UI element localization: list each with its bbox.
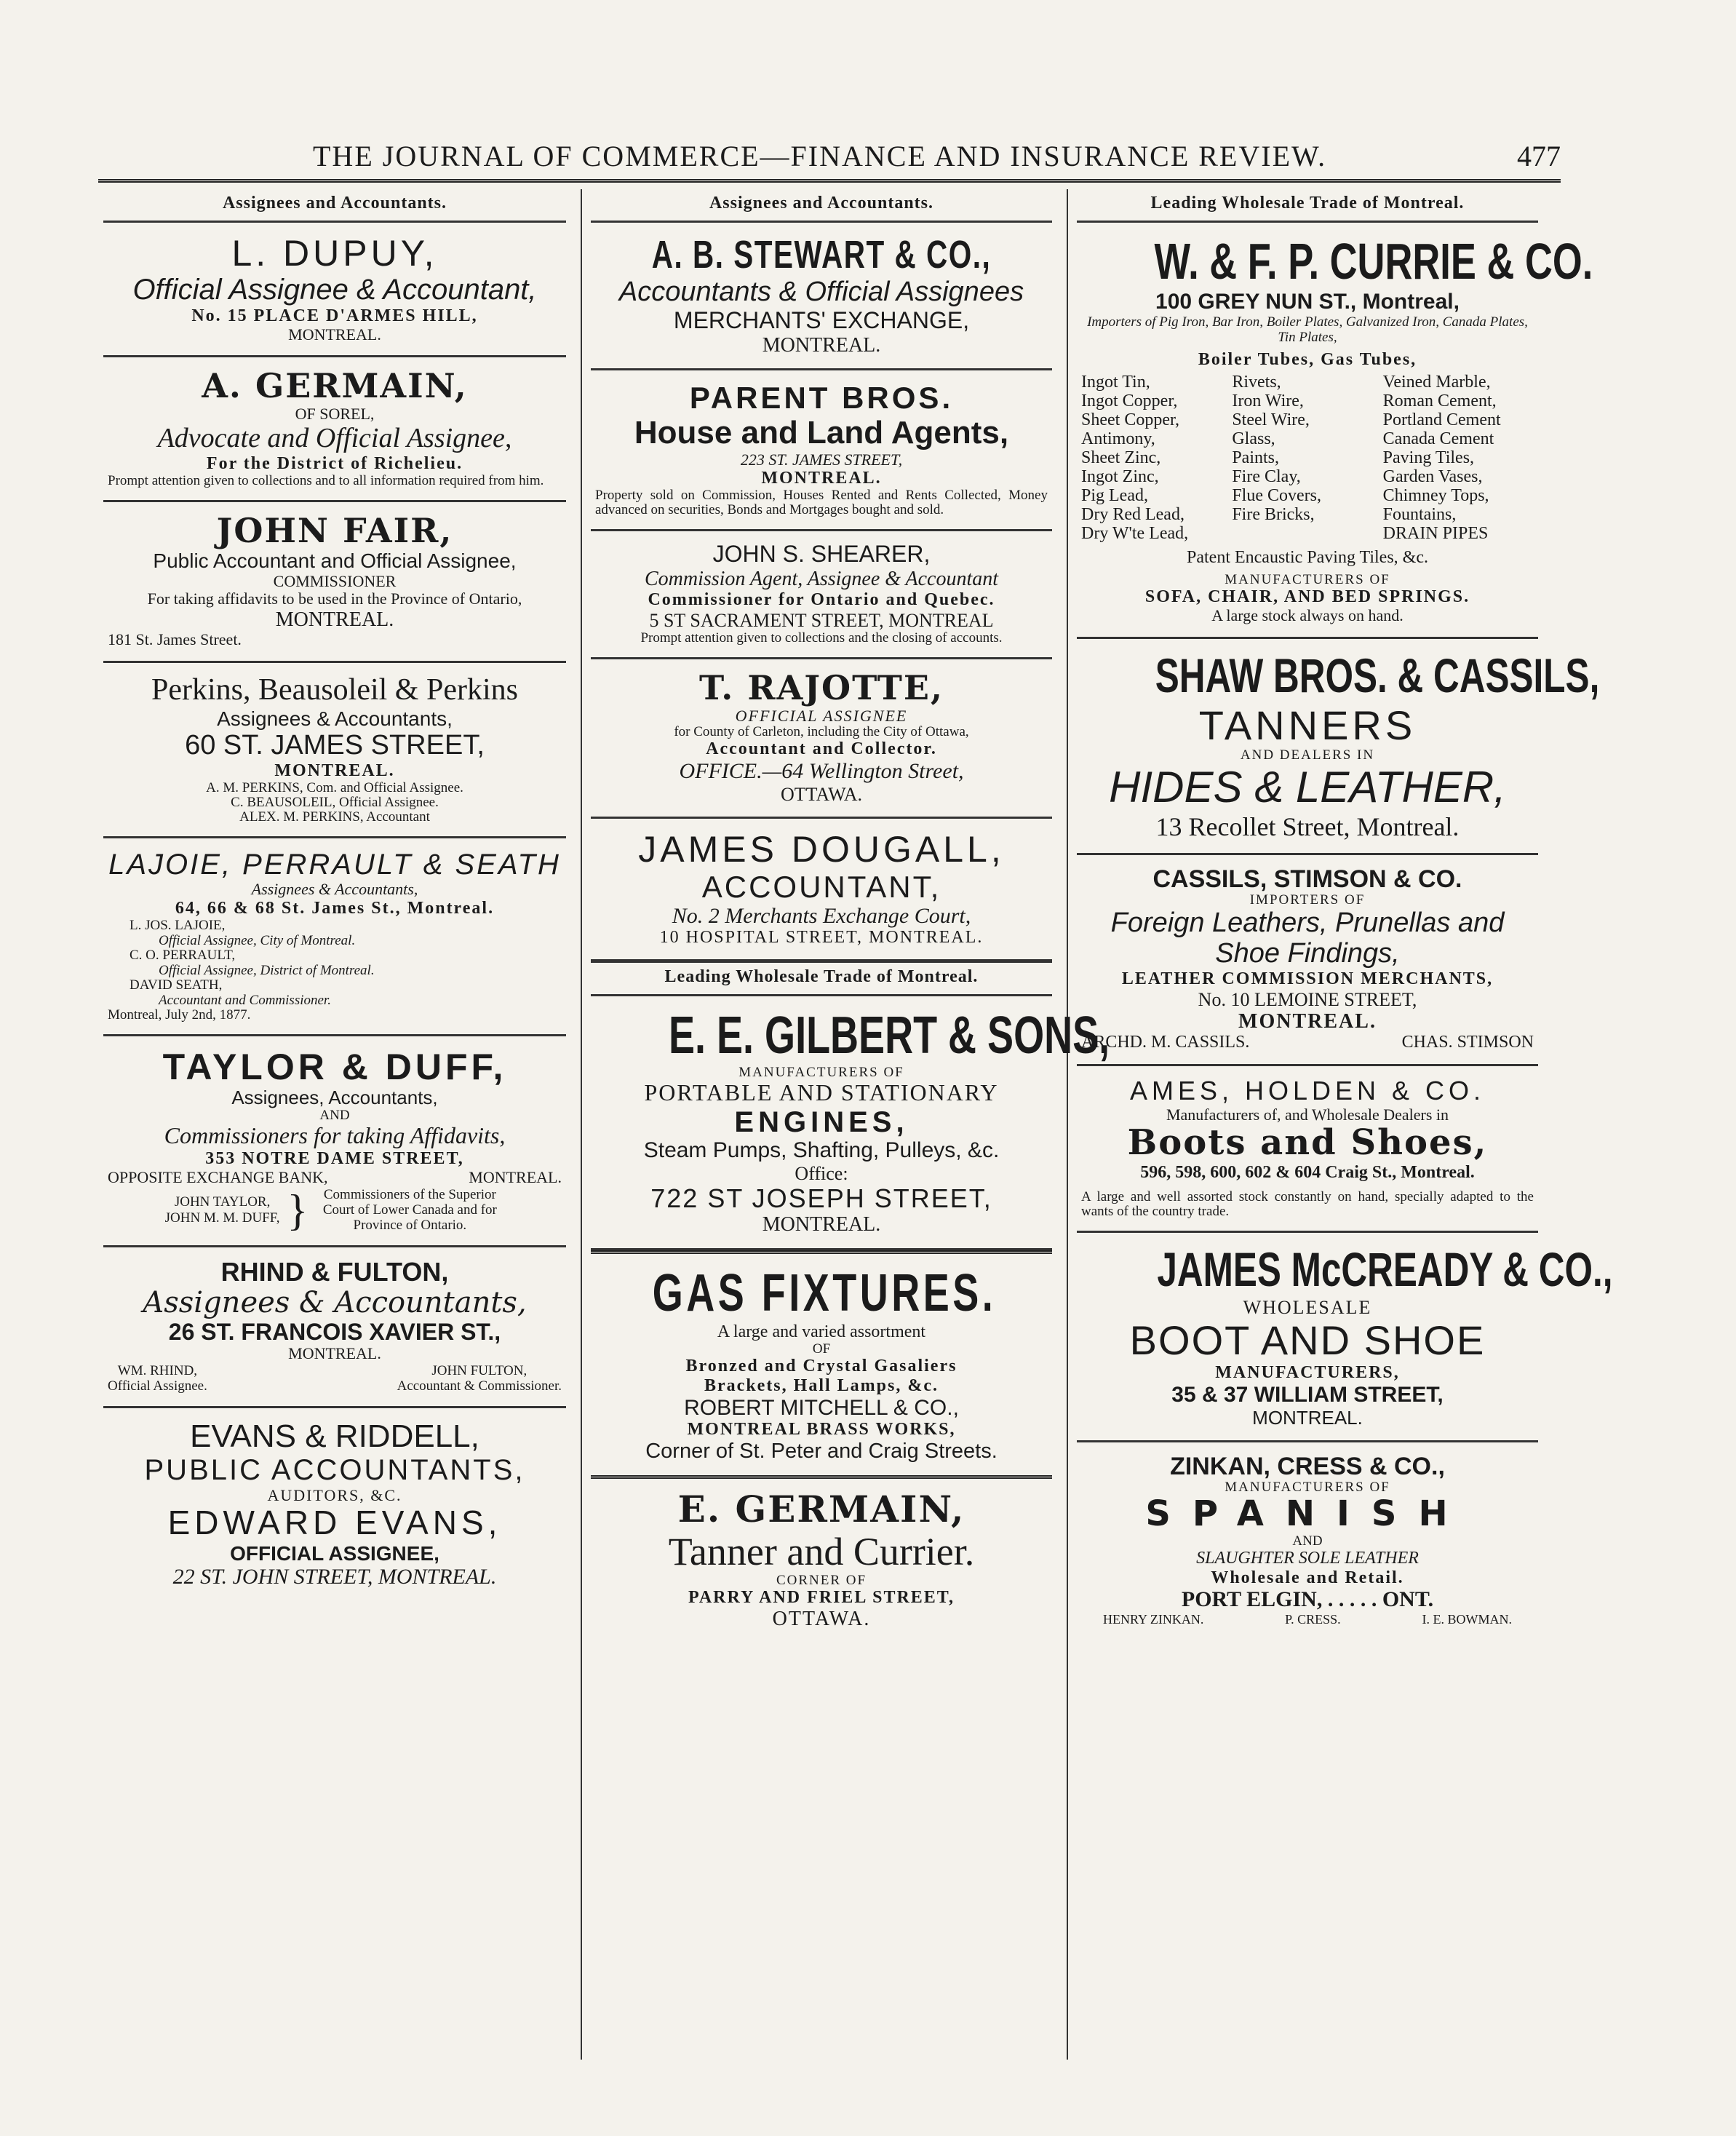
ad-name: T. RAJOTTE, xyxy=(699,667,944,707)
ad-city: MONTREAL. xyxy=(1252,1406,1363,1429)
ad-stewart xyxy=(591,223,1052,370)
ad-official: OFFICIAL ASSIGNEE, xyxy=(230,1541,439,1565)
ad-place: PORT ELGIN, . . . . . ONT. xyxy=(1181,1587,1434,1612)
ad-city: OTTAWA. xyxy=(772,1608,871,1631)
product-item: Fire Bricks, xyxy=(1232,504,1315,524)
ad-name: CASSILS, STIMSON & CO. xyxy=(1152,865,1462,893)
product-item: Roman Cement, xyxy=(1382,392,1497,411)
ad-opposite-row xyxy=(108,1169,562,1187)
columns xyxy=(95,189,1613,2060)
ad-partner-1: L. JOS. LAJOIE, xyxy=(130,917,226,933)
ad-mfr: MANUFACTURERS, xyxy=(1215,1363,1400,1383)
product-item: Fountains, xyxy=(1382,504,1457,524)
ad-from: OF SOREL, xyxy=(295,404,375,423)
ad-name: JAMES DOUGALL, xyxy=(638,828,1005,870)
ad-opposite: OPPOSITE EXCHANGE BANK, xyxy=(108,1168,328,1187)
ad-description: Commissioners of the Superior Court of Lower Canada and for Province of Ontario. xyxy=(322,1186,497,1234)
ad-products: PORTABLE AND STATIONARY xyxy=(644,1079,999,1105)
header-rule xyxy=(98,179,1561,183)
ad-title: Assignees & Accountants, xyxy=(143,1285,527,1319)
ad-address: No. 10 LEMOINE STREET, xyxy=(1198,988,1417,1010)
ad-name: L. DUPUY, xyxy=(231,233,438,274)
ad-role: Accountant and Collector. xyxy=(706,739,937,759)
ad-rajotte xyxy=(591,659,1052,819)
ad-partners xyxy=(1081,1033,1534,1052)
ad-partner-1-title: Official Assignee. xyxy=(108,1378,207,1394)
ad-note: Prompt attention given to collections and the closing of accounts. xyxy=(640,630,1003,646)
ad-partner-1: HENRY ZINKAN. xyxy=(1103,1612,1204,1627)
ad-partner-3: ALEX. M. PERKINS, Accountant xyxy=(239,809,430,825)
ad-description: A large and varied assortment xyxy=(717,1322,926,1342)
ad-title: OFFICIAL ASSIGNEE xyxy=(735,706,908,725)
ad-perkins xyxy=(103,663,566,838)
ad-product-list xyxy=(1081,373,1534,543)
ad-partners xyxy=(1081,1612,1534,1627)
ad-ames-holden xyxy=(1077,1066,1538,1232)
product-item: Ingot Copper, xyxy=(1081,392,1178,411)
section-heading: Leading Wholesale Trade of Montreal. xyxy=(1077,189,1538,223)
ad-name: LAJOIE, PERRAULT & SEATH xyxy=(108,848,561,881)
ad-title: ACCOUNTANT, xyxy=(701,869,941,904)
product-item: Canada Cement xyxy=(1382,429,1494,449)
ad-goods: BOOT AND SHOE xyxy=(1129,1317,1486,1363)
ad-address: 223 ST. JAMES STREET, xyxy=(740,450,903,469)
ad-place: MERCHANTS' EXCHANGE, xyxy=(673,307,970,334)
ad-partner-1-block xyxy=(108,1363,207,1394)
ad-a-germain xyxy=(103,357,566,502)
page-number: 477 xyxy=(1517,140,1561,172)
ad-partner-2: P. CRESS. xyxy=(1285,1612,1341,1627)
ad-address: 64, 66 & 68 St. James St., Montreal. xyxy=(175,898,495,918)
ad-note: for County of Carleton, including the City of Ottawa, xyxy=(674,724,969,740)
ad-title: Commission Agent, Assignee & Accountant xyxy=(644,567,999,590)
product-item: Flue Covers, xyxy=(1232,485,1321,505)
product-item: Sheet Copper, xyxy=(1081,410,1180,430)
ad-office: OFFICE.—64 Wellington Street, xyxy=(679,758,964,783)
ad-tubes: Boiler Tubes, Gas Tubes, xyxy=(1198,349,1417,369)
ad-gilbert xyxy=(591,996,1110,1250)
ad-goods-2: Shoe Findings, xyxy=(1215,938,1400,969)
section-heading: Assignees and Accountants. xyxy=(103,189,566,223)
ad-partner-2: C. O. PERRAULT, xyxy=(130,948,236,964)
ad-partner-2-title: Official Assignee, District of Montreal. xyxy=(159,962,375,978)
ad-city: MONTREAL. xyxy=(762,333,881,357)
ad-items-2: Brackets, Hall Lamps, &c. xyxy=(704,1376,939,1396)
ad-address: 596, 598, 600, 602 & 604 Craig St., Montreal. xyxy=(1140,1162,1475,1182)
product-item: Iron Wire, xyxy=(1232,392,1304,411)
ad-office: Office: xyxy=(795,1162,848,1184)
column-1 xyxy=(95,189,575,2060)
ad-name: A. GERMAIN, xyxy=(202,366,468,406)
ad-goods: Boots and Shoes, xyxy=(1127,1122,1488,1164)
ad-address: 181 St. James Street. xyxy=(108,630,242,649)
ad-address: 60 ST. JAMES STREET, xyxy=(185,730,485,761)
ad-name: SHAW BROS. & CASSILS, xyxy=(1155,648,1600,702)
ad-shaw-bros xyxy=(1077,639,1600,855)
ad-commissioner: COMMISSIONER xyxy=(273,571,397,590)
ad-partner-3-title: Accountant and Commissioner. xyxy=(159,993,331,1009)
ad-person: EDWARD EVANS, xyxy=(167,1504,502,1542)
product-item: Steel Wire, xyxy=(1232,410,1310,430)
ad-partners xyxy=(108,1363,562,1394)
product-item: Paints, xyxy=(1232,448,1280,468)
ad-name: EVANS & RIDDELL, xyxy=(190,1418,479,1454)
ad-partner-1: ARCHD. M. CASSILS. xyxy=(1081,1033,1250,1052)
ad-partner-list xyxy=(165,1194,280,1226)
ad-address: 5 ST SACRAMENT STREET, MONTREAL xyxy=(649,609,994,631)
ad-district: For the District of Richelieu. xyxy=(206,453,463,473)
product-item: Portland Cement xyxy=(1382,410,1501,430)
ad-name: W. & F. P. CURRIE & CO. xyxy=(1154,233,1593,290)
ad-partner-1: A. M. PERKINS, Com. and Official Assignee. xyxy=(206,779,463,795)
ad-city: MONTREAL. xyxy=(1238,1010,1377,1033)
product-item: DRAIN PIPES xyxy=(1382,523,1489,543)
ad-city: MONTREAL. xyxy=(274,761,395,780)
ad-dupuy xyxy=(103,223,566,357)
ad-john-fair xyxy=(103,502,566,663)
ad-shearer xyxy=(591,531,1052,659)
ad-partner-2-block xyxy=(397,1363,562,1394)
ad-city: MONTREAL. xyxy=(761,469,882,488)
ad-street: PARRY AND FRIEL STREET, xyxy=(688,1588,955,1608)
ad-note: A large and well assorted stock constantly on hand, specially adapted to the wants of the country trade. xyxy=(1081,1188,1534,1219)
product-item: Rivets, xyxy=(1232,373,1281,392)
ad-partner-1: JOHN TAYLOR, xyxy=(174,1194,271,1210)
ad-address-2: 10 HOSPITAL STREET, MONTREAL. xyxy=(659,928,984,948)
ad-gas-fixtures xyxy=(591,1250,1052,1479)
ad-partner-3: I. E. BOWMAN. xyxy=(1422,1612,1512,1627)
product-item: Ingot Tin, xyxy=(1081,373,1150,392)
ad-title: House and Land Agents, xyxy=(634,415,1009,451)
ad-address: 35 & 37 WILLIAM STREET, xyxy=(1171,1383,1444,1408)
ad-dealers: AND DEALERS IN xyxy=(1240,747,1375,763)
ad-name: JOHN S. SHEARER, xyxy=(712,540,931,567)
ad-address: 353 NOTRE DAME STREET, xyxy=(205,1149,464,1169)
ad-taylor-duff xyxy=(103,1036,566,1247)
ad-goods-1: Foreign Leathers, Prunellas and xyxy=(1110,907,1505,938)
ad-city: MONTREAL. xyxy=(762,1213,881,1236)
ad-mfr: MANUFACTURERS OF xyxy=(738,1064,904,1080)
ad-address: No. 15 PLACE D'ARMES HILL, xyxy=(191,306,478,325)
column-2 xyxy=(581,189,1110,2060)
ad-title: Assignees, Accountants, xyxy=(231,1087,438,1109)
ad-title: Advocate and Official Assignee, xyxy=(157,423,512,454)
ad-city: MONTREAL. xyxy=(275,608,394,631)
ad-name: ZINKAN, CRESS & CO., xyxy=(1170,1453,1445,1480)
ad-city: MONTREAL. xyxy=(288,325,381,344)
ad-note: Prompt attention given to collections and to all information required from him. xyxy=(108,472,544,488)
ad-mccready xyxy=(1077,1233,1613,1442)
ad-city: OTTAWA. xyxy=(780,783,863,805)
product-item: Antimony, xyxy=(1081,429,1155,449)
section-heading-2: Leading Wholesale Trade of Montreal. xyxy=(591,961,1052,996)
ad-name: AMES, HOLDEN & CO. xyxy=(1129,1076,1486,1106)
ad-partner-2: JOHN M. M. DUFF, xyxy=(164,1210,280,1226)
ad-title: PUBLIC ACCOUNTANTS, xyxy=(144,1453,525,1486)
ad-names xyxy=(108,1187,562,1234)
product-item: Fire Clay, xyxy=(1232,466,1301,486)
ad-title: Tanner and Currier. xyxy=(668,1529,975,1573)
product-item: Paving Tiles, xyxy=(1382,448,1475,468)
ad-partner-1: WM. RHIND, xyxy=(117,1363,198,1379)
column-3 xyxy=(1067,189,1613,2060)
ad-note: Property sold on Commission, Houses Rented and Rents Collected, Money advanced on securities, Bonds and Mortgages bought and sold. xyxy=(595,488,1048,517)
ad-name: E. E. GILBERT & SONS, xyxy=(669,1007,1110,1065)
ad-name: PARENT BROS. xyxy=(689,381,954,416)
ad-title: Official Assignee & Accountant, xyxy=(132,274,537,306)
ad-partner-3: DAVID SEATH, xyxy=(130,977,223,993)
ad-description: Importers of Pig Iron, Bar Iron, Boiler Plates, Galvanized Iron, Canada Plates, Tin Plates, xyxy=(1087,314,1528,346)
ad-cassils xyxy=(1077,855,1538,1066)
ad-name: TAYLOR & DUFF, xyxy=(162,1047,507,1088)
ad-address: 100 GREY NUN ST., Montreal, xyxy=(1155,290,1460,314)
ad-evans-riddell xyxy=(103,1408,566,1601)
journal-title: THE JOURNAL OF COMMERCE—FINANCE AND INSURANCE REVIEW. xyxy=(313,140,1327,172)
ad-e-germain xyxy=(591,1479,1052,1643)
ad-name: JAMES McCREADY & CO., xyxy=(1157,1242,1613,1296)
ad-corner: CORNER OF xyxy=(776,1573,867,1589)
ad-lajoie xyxy=(103,838,566,1037)
ad-mfr: MANUFACTURERS OF xyxy=(1225,1480,1390,1496)
ad-address: 722 ST JOSEPH STREET, xyxy=(650,1183,992,1214)
ad-mfr: MANUFACTURERS OF xyxy=(1225,572,1390,588)
ad-zinkan xyxy=(1077,1442,1538,1638)
ad-springs: SOFA, CHAIR, AND BED SPRINGS. xyxy=(1144,587,1470,607)
ad-goods: HIDES & LEATHER, xyxy=(1109,763,1506,812)
product-item: Ingot Zinc, xyxy=(1081,466,1159,486)
ad-commissioner: Commissioner for Ontario and Quebec. xyxy=(648,590,995,610)
product-item: Dry W'te Lead, xyxy=(1081,523,1189,543)
ad-goods: SPANISH xyxy=(1145,1493,1470,1535)
ad-title: Assignees & Accountants, xyxy=(217,707,453,730)
ad-parent-bros xyxy=(591,370,1052,531)
ad-and: AND xyxy=(1292,1533,1323,1549)
ad-note: For taking affidavits to be used in the Province of Ontario, xyxy=(147,589,522,608)
ad-city: MONTREAL. xyxy=(469,1168,562,1187)
ad-commissioners: Commissioners for taking Affidavits, xyxy=(164,1122,506,1149)
brace-glyph: } xyxy=(287,1186,308,1234)
product-item xyxy=(1232,525,1382,544)
product-item: Garden Vases, xyxy=(1382,466,1483,486)
ad-name: JOHN FAIR, xyxy=(216,510,453,550)
ad-rhind-fulton xyxy=(103,1247,566,1408)
ad-partner-2: C. BEAUSOLEIL, Official Assignee. xyxy=(231,794,439,810)
ad-trade: Wholesale and Retail. xyxy=(1211,1568,1404,1587)
ad-title: TANNERS xyxy=(1198,702,1417,748)
ad-engines: ENGINES, xyxy=(734,1105,909,1138)
ad-tiles: Patent Encaustic Paving Tiles, &c. xyxy=(1187,547,1428,567)
ad-address: Corner of St. Peter and Craig Streets. xyxy=(645,1440,998,1464)
ad-firm: ROBERT MITCHELL & CO., xyxy=(684,1395,959,1420)
product-item: Dry Red Lead, xyxy=(1081,504,1184,524)
ad-works: MONTREAL BRASS WORKS, xyxy=(687,1420,956,1440)
ad-partner-1-title: Official Assignee, City of Montreal. xyxy=(159,932,356,948)
ad-address: 26 ST. FRANCOIS XAVIER ST., xyxy=(168,1318,501,1345)
ad-partner-2: JOHN FULTON, xyxy=(431,1363,527,1379)
ad-address: 13 Recollet Street, Montreal. xyxy=(1155,811,1460,841)
ad-importers: IMPORTERS OF xyxy=(1249,892,1366,908)
ad-items-1: Bronzed and Crystal Gasaliers xyxy=(685,1357,957,1376)
ad-name: A. B. STEWART & CO., xyxy=(651,233,992,277)
product-item: Veined Marble, xyxy=(1382,373,1491,392)
ad-role: LEATHER COMMISSION MERCHANTS, xyxy=(1121,969,1494,989)
ad-title: Assignees & Accountants, xyxy=(251,880,418,899)
ad-title: Public Accountant and Official Assignee, xyxy=(153,549,517,573)
ad-and: AND xyxy=(319,1108,350,1124)
ad-date: Montreal, July 2nd, 1877. xyxy=(108,1007,251,1023)
product-item: Chimney Tops, xyxy=(1382,485,1489,505)
ad-description: Manufacturers of, and Wholesale Dealers in xyxy=(1166,1105,1449,1124)
ad-wholesale: WHOLESALE xyxy=(1243,1296,1372,1318)
ad-of: OF xyxy=(812,1341,831,1357)
ad-address-1: No. 2 Merchants Exchange Court, xyxy=(672,903,971,928)
ad-partner-2: CHAS. STIMSON xyxy=(1401,1033,1534,1052)
product-item: Glass, xyxy=(1232,429,1275,449)
ad-stock: A large stock always on hand. xyxy=(1211,606,1403,625)
ad-name: E. GERMAIN, xyxy=(677,1487,965,1530)
ad-name: GAS FIXTURES. xyxy=(652,1263,997,1322)
section-heading: Assignees and Accountants. xyxy=(591,189,1052,223)
ad-dougall xyxy=(591,819,1052,962)
product-item: Sheet Zinc, xyxy=(1081,448,1161,468)
ad-partner-2-title: Accountant & Commissioner. xyxy=(397,1378,562,1394)
ad-title: Accountants & Official Assignees xyxy=(618,277,1024,308)
ad-other: Steam Pumps, Shafting, Pulleys, &c. xyxy=(643,1138,1000,1163)
ad-address: 22 ST. JOHN STREET, MONTREAL. xyxy=(172,1565,497,1589)
ad-name: RHIND & FULTON, xyxy=(220,1256,449,1287)
ad-auditors: AUDITORS, &C. xyxy=(267,1485,402,1504)
page-header xyxy=(98,130,1561,173)
product-item: Pig Lead, xyxy=(1081,485,1148,505)
ad-currie xyxy=(1077,223,1593,639)
ad-city: MONTREAL. xyxy=(288,1344,381,1363)
ad-name: Perkins, Beausoleil & Perkins xyxy=(151,672,518,707)
ad-goods-2: SLAUGHTER SOLE LEATHER xyxy=(1196,1548,1419,1568)
